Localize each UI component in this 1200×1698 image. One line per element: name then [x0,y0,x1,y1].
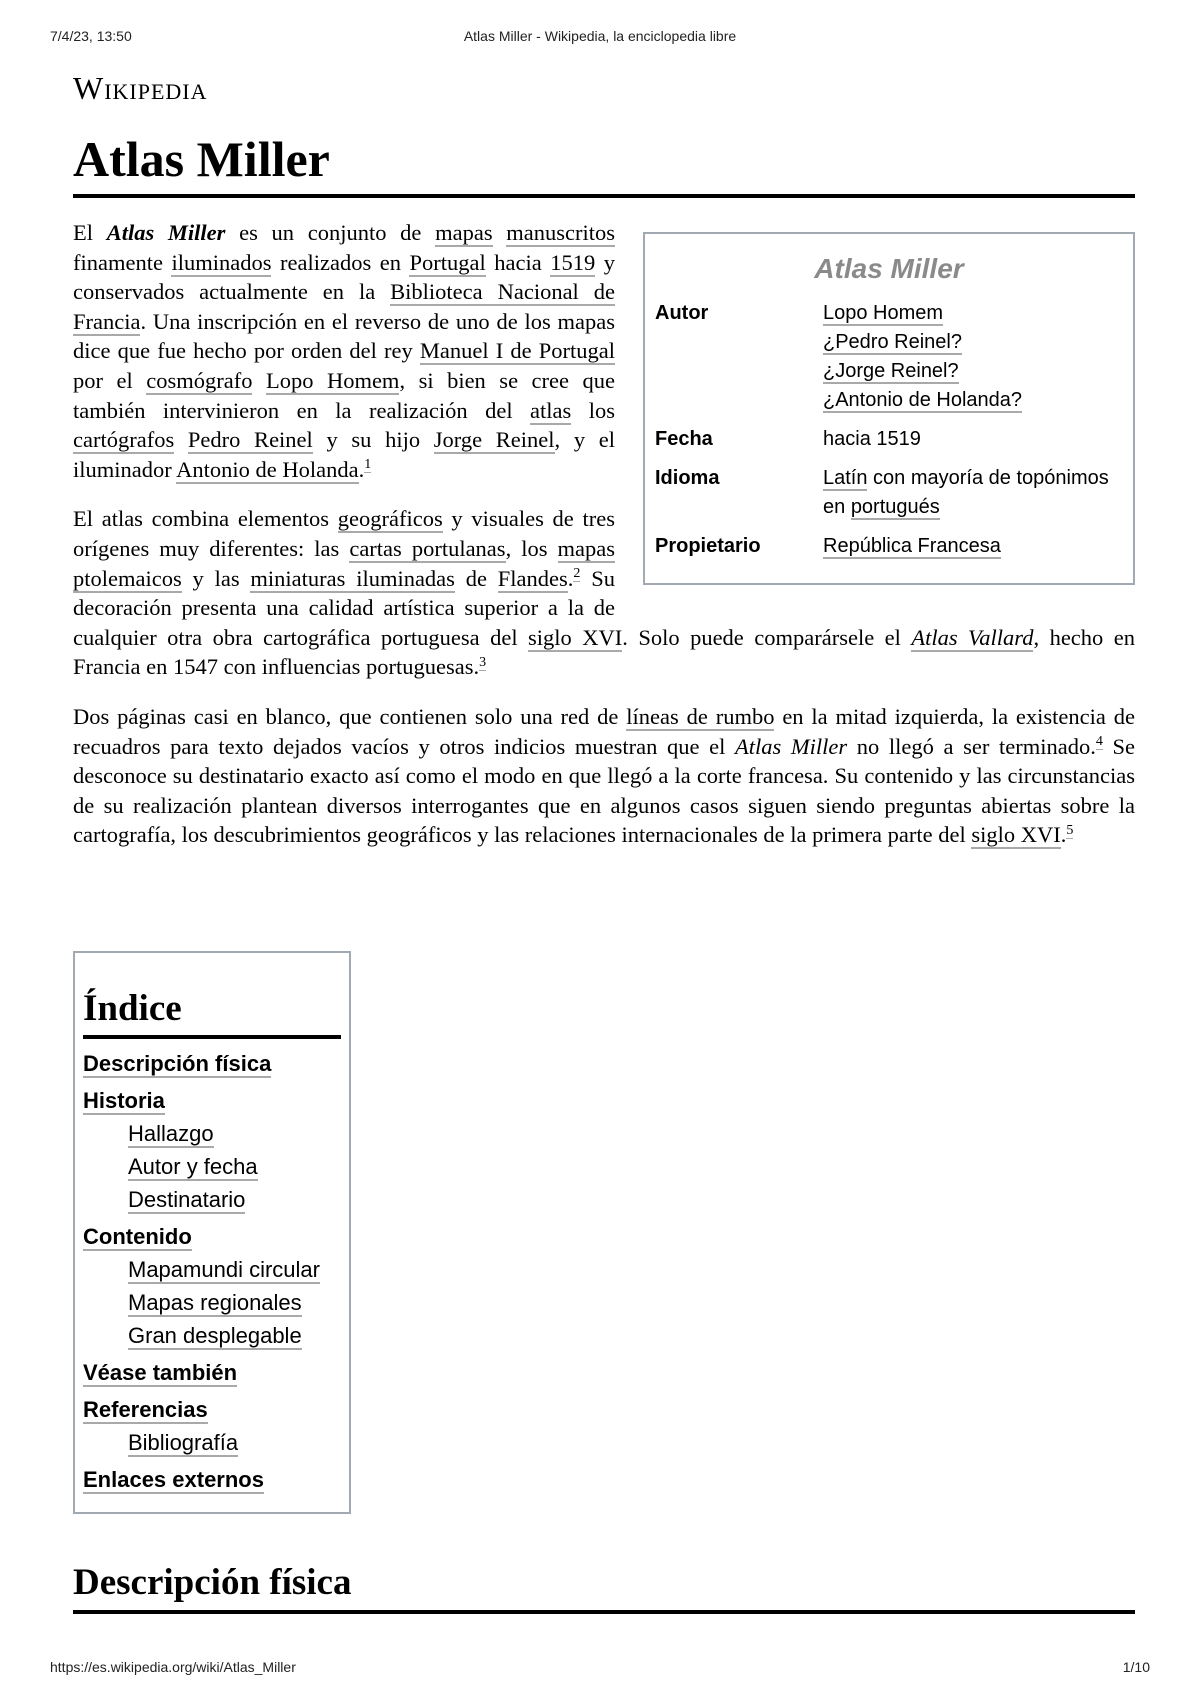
text-run: , si bien se cree que también intervinieron en la realización del [73,367,615,423]
text-run: El atlas combina elementos [73,506,338,532]
infobox-row-propietario [655,532,1123,571]
text-run: por el [73,367,147,393]
toc-sublink[interactable]: Bibliografía [128,1430,239,1455]
toc-subitem [128,1288,341,1317]
italic-text: Atlas Miller [735,733,848,759]
toc-sublist [83,1428,341,1457]
table-of-contents [73,951,351,1514]
text-run: Dos páginas casi en blanco, que contienen solo una red de [73,703,627,729]
wiki-link[interactable]: manuscritos [506,220,616,245]
reference-link[interactable]: 3 [479,654,487,670]
print-datetime: 7/4/23, 13:50 [50,28,132,44]
text-run [493,220,507,245]
article-subject: Atlas Miller [106,220,226,245]
infobox-table [655,299,1123,571]
text-run: no llegó a ser terminado. [847,733,1096,759]
toc-link[interactable]: Véase también [83,1360,238,1385]
infobox-link[interactable]: ¿Pedro Reinel? [823,331,962,353]
wiki-link[interactable]: líneas de rumbo [626,703,775,729]
reference-link[interactable]: 2 [573,566,581,582]
toc-sublink[interactable]: Mapas regionales [128,1290,302,1315]
reference [1066,823,1073,839]
infobox-link[interactable]: Latín [823,467,868,489]
toc-sublink[interactable]: Gran desplegable [128,1323,302,1348]
text-run: Su decoración presenta una calidad artística superior a la de cualquier otra obra cartográfica portuguesa del [73,565,615,650]
toc-item [83,1086,341,1214]
text-run: , los [505,535,558,561]
text-run: y su hijo [312,427,434,453]
wiki-link[interactable]: cartas portulanas [349,535,506,561]
text-run: . Una inscripción en el reverso de uno de los mapas dice que fue hecho por orden del rey [73,308,615,364]
text-run: y las [181,565,251,591]
infobox-value: hacia 1519 [823,428,921,450]
reference-link[interactable]: 4 [1095,734,1103,749]
infobox-link[interactable]: República Francesa [823,535,1001,557]
infobox-link[interactable]: Lopo Homem [823,302,944,324]
infobox-row-fecha [655,425,1123,464]
toc-link[interactable]: Descripción física [83,1051,272,1076]
text-run: El [73,220,107,245]
text-run: en la mitad izquierda, la existencia de recuadros para texto dejados vacíos y otros indicios muestran que el [73,703,1135,759]
toc-subitem [128,1428,341,1457]
wiki-link[interactable]: cartógrafos [73,427,175,453]
toc-link[interactable]: Historia [83,1088,165,1113]
wiki-link[interactable]: miniaturas iluminadas [250,565,455,591]
infobox-value [823,532,1123,571]
text-run: . [358,456,365,482]
wiki-link[interactable]: Biblioteca Nacional de Francia [73,279,615,334]
reference [364,457,371,473]
wiki-link[interactable]: mapas [435,220,493,245]
wiki-link[interactable]: Portugal [409,249,486,275]
wiki-link[interactable]: siglo XVI [528,624,623,650]
infobox-label: Fecha [655,428,713,450]
infobox-row-autor [655,299,1123,425]
infobox-text: con mayoría de topónimos en [823,467,1109,518]
text-run: finamente [73,249,172,275]
article-body [73,218,1135,870]
print-page-number: 1/10 [1122,1659,1150,1675]
text-run: y visuales de tres orígenes muy diferentes: las [73,506,615,561]
wiki-link[interactable]: geográficos [337,506,443,532]
wiki-link[interactable]: mapas ptolemaicos [73,535,616,591]
text-run [174,427,188,452]
text-run [252,368,266,393]
print-page-title: Atlas Miller - Wikipedia, la enciclopedia libre [463,28,737,44]
infobox-label: Idioma [655,467,720,489]
reference [479,655,486,671]
text-run: . [1060,822,1067,848]
infobox-link[interactable]: portugués [850,496,940,518]
toc-link[interactable]: Contenido [83,1224,192,1249]
infobox-value [823,299,1123,425]
toc-subitem [128,1255,341,1284]
section-heading: Descripción física [73,1560,1135,1614]
toc-subitem [128,1152,341,1181]
wiki-link[interactable]: atlas [530,397,572,423]
toc-sublist [83,1255,341,1350]
infobox [643,232,1135,585]
infobox-title: Atlas Miller [814,253,964,284]
infobox-value [823,464,1123,532]
text-run: y conservados actualmente en la [73,249,616,305]
print-url: https://es.wikipedia.org/wiki/Atlas_Miller [50,1659,296,1675]
paragraph [73,702,1135,850]
wiki-link[interactable]: 1519 [550,249,596,275]
wiki-link[interactable]: cosmógrafo [146,367,253,393]
wiki-link[interactable]: Lopo Homem [265,367,400,393]
infobox-link[interactable]: ¿Jorge Reinel? [823,360,959,382]
infobox-link[interactable]: ¿Antonio de Holanda? [823,389,1023,411]
toc-sublink[interactable]: Destinatario [128,1187,246,1212]
wiki-link[interactable]: Jorge Reinel [433,427,555,453]
wiki-link[interactable]: Pedro Reinel [187,427,313,453]
toc-item [83,1465,341,1494]
toc-sublist [83,1119,341,1214]
text-run: hacia [485,249,551,275]
text-run: Se desconoce su destinatario exacto así como el modo en que llegó a la corte francesa. Su contenido y las circunstancias de su realización plantean diversos interrogantes que en algunos casos siguen siendo preguntas abiertas sobre la cartografía, los descubrimientos geográficos y las relaciones internacionales de la primera parte del [73,733,1135,848]
reference [1096,734,1103,750]
print-footer [0,1659,1200,1679]
toc-sublink[interactable]: Hallazgo [128,1121,214,1146]
reference-link[interactable]: 1 [364,457,372,473]
infobox-label: Propietario [655,535,761,557]
toc-link[interactable]: Referencias [83,1397,208,1422]
infobox-label: Autor [655,302,709,324]
text-run: de [454,565,498,591]
wikipedia-logo[interactable]: Wikipedia [73,70,208,106]
wiki-link[interactable]: Flandes [497,565,568,591]
infobox-row-idioma [655,464,1123,532]
toc-item [83,1358,341,1387]
toc-subitem [128,1119,341,1148]
wiki-link[interactable]: siglo XVI [971,822,1061,848]
page-title: Atlas Miller [73,128,1135,198]
toc-sublink[interactable]: Mapamundi circular [128,1257,320,1282]
toc-item [83,1049,341,1078]
toc-heading: Índice [83,985,341,1039]
toc-link[interactable]: Enlaces externos [83,1467,264,1492]
text-run: , hecho en Francia en 1547 con influencias portuguesas. [73,624,1135,680]
toc-list [83,1049,341,1494]
text-run: los [571,397,615,423]
wiki-link[interactable]: iluminados [171,249,272,275]
text-run: , y el iluminador [73,427,616,482]
toc-subitem [128,1321,341,1350]
wiki-link[interactable]: Atlas Vallard [911,624,1034,650]
toc-item [83,1222,341,1350]
print-header [0,28,1200,48]
toc-item [83,1395,341,1457]
text-run: . Solo puede comparársele el [622,624,912,650]
toc-sublink[interactable]: Autor y fecha [128,1154,258,1179]
text-run: . [567,565,574,591]
reference-link[interactable]: 5 [1066,822,1074,838]
text-run: es un conjunto de [225,220,436,245]
wiki-link[interactable]: Antonio de Holanda [176,456,359,482]
wiki-link[interactable]: Manuel I de Portugal [419,338,615,364]
toc-subitem [128,1185,341,1214]
text-run: realizados en [271,249,410,275]
